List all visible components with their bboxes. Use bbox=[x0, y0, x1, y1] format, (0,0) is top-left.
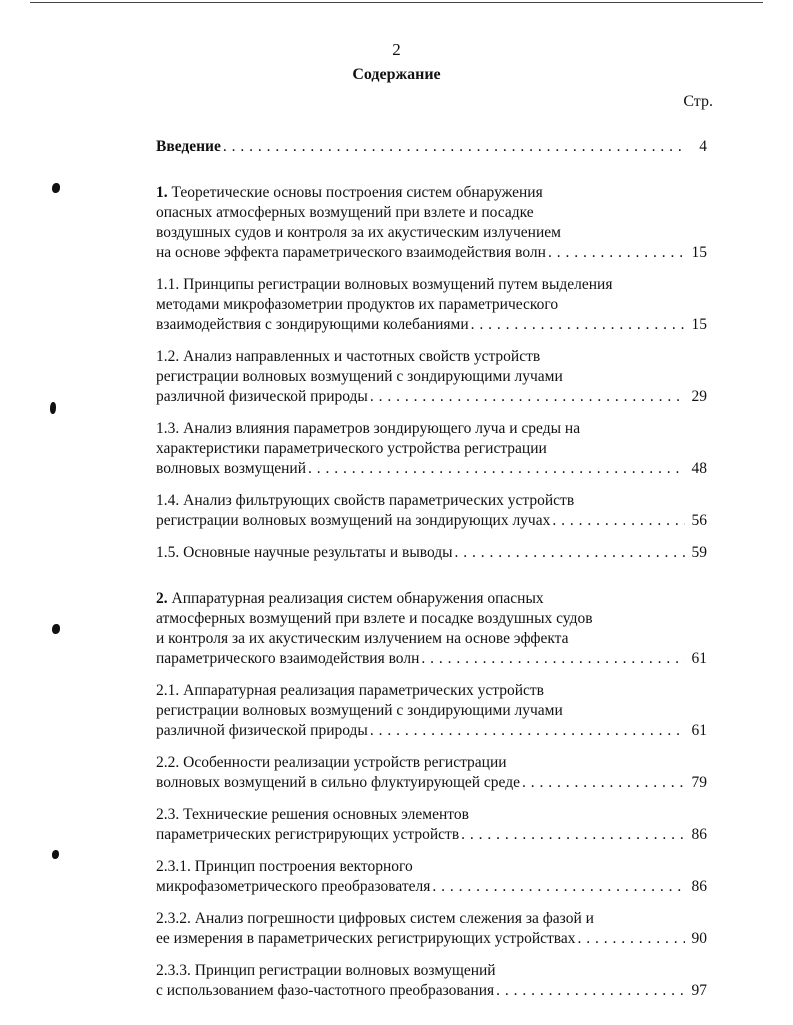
toc-page-number: 90 bbox=[691, 930, 707, 947]
toc-entry-number: 2. bbox=[156, 590, 172, 607]
margin-mark bbox=[52, 183, 60, 193]
toc-entry bbox=[156, 275, 707, 335]
toc-entry-text: параметрического взаимодействия волн bbox=[156, 650, 420, 667]
toc-entry bbox=[156, 753, 707, 793]
toc-page-number: 29 bbox=[691, 388, 707, 405]
leader-dots bbox=[370, 721, 685, 741]
toc-entry-text: регистрации волновых возмущений с зондирующими лучами bbox=[156, 368, 563, 385]
toc-entry-number: 1. bbox=[156, 184, 172, 201]
toc-entry-text: 1.5. Основные научные результаты и выводы bbox=[156, 544, 453, 561]
toc-entry-text: ее измерения в параметрических регистрирующих устройствах bbox=[156, 930, 576, 947]
page-column-label: Стр. bbox=[683, 93, 713, 110]
toc-entry-line bbox=[156, 295, 707, 315]
toc-entry bbox=[156, 183, 707, 263]
toc-entry-text: на основе эффекта параметрического взаимодействия волн bbox=[156, 244, 546, 261]
top-border-line bbox=[30, 2, 763, 3]
toc-entry bbox=[156, 805, 707, 845]
toc-entry bbox=[156, 543, 707, 563]
toc-entry-line bbox=[156, 223, 707, 243]
page-number: 2 bbox=[392, 40, 401, 59]
toc-entry-text: 2.2. Особенности реализации устройств регистрации bbox=[156, 754, 507, 771]
toc-entry-line bbox=[156, 347, 707, 367]
leader-dots bbox=[461, 825, 685, 845]
leader-dots bbox=[548, 243, 685, 263]
toc-entry bbox=[156, 419, 707, 479]
margin-mark bbox=[50, 402, 56, 414]
toc-entry-text: 2.3.1. Принцип построения векторного bbox=[156, 858, 413, 875]
toc-entry-line bbox=[156, 701, 707, 721]
toc-entry bbox=[156, 137, 707, 157]
toc-entry-line bbox=[156, 183, 707, 203]
toc-page-number: 97 bbox=[691, 982, 707, 999]
page-title: Содержание bbox=[352, 66, 441, 83]
leader-dots bbox=[578, 929, 685, 949]
leader-dots bbox=[455, 543, 685, 563]
margin-mark bbox=[52, 624, 60, 634]
leader-dots bbox=[471, 315, 685, 335]
toc-entry bbox=[156, 491, 707, 531]
table-of-contents bbox=[156, 137, 707, 1001]
toc-page-number: 48 bbox=[691, 460, 707, 477]
toc-entry-text: Теоретические основы построения систем обнаружения bbox=[171, 184, 543, 201]
toc-entry-text: волновых возмущений в сильно флуктуирующей среде bbox=[156, 774, 521, 791]
toc-entry-line bbox=[156, 753, 707, 773]
toc-entry bbox=[156, 961, 707, 1001]
leader-dots bbox=[223, 137, 685, 157]
toc-entry-line bbox=[156, 929, 707, 949]
toc-entry-line bbox=[156, 961, 707, 981]
toc-entry-text: взаимодействия с зондирующими колебаниями bbox=[156, 316, 469, 333]
toc-entry-text: волновых возмущений bbox=[156, 460, 307, 477]
toc-entry-text: различной физической природы bbox=[156, 722, 368, 739]
toc-entry-text: атмосферных возмущений при взлете и посадке воздушных судов bbox=[156, 610, 593, 627]
toc-entry-line bbox=[156, 629, 707, 649]
leader-dots bbox=[432, 877, 685, 897]
toc-entry-line bbox=[156, 367, 707, 387]
toc-entry-line bbox=[156, 459, 707, 479]
toc-entry-line bbox=[156, 491, 707, 511]
toc-entry bbox=[156, 909, 707, 949]
toc-entry-text: и контроля за их акустическим излучением на основе эффекта bbox=[156, 630, 569, 647]
leader-dots bbox=[496, 981, 685, 1001]
toc-entry-text: с использованием фазо-частотного преобразования bbox=[156, 982, 495, 999]
toc-page-number: 15 bbox=[691, 244, 707, 261]
toc-page-number: 61 bbox=[691, 650, 707, 667]
toc-entry-line bbox=[156, 511, 707, 531]
leader-dots bbox=[552, 511, 685, 531]
leader-dots bbox=[522, 773, 685, 793]
toc-entry-text: методами микрофазометрии продуктов их параметрического bbox=[156, 296, 559, 313]
toc-page-number: 86 bbox=[691, 878, 707, 895]
toc-entry-line bbox=[156, 439, 707, 459]
toc-entry-line bbox=[156, 275, 707, 295]
toc-entry-line bbox=[156, 681, 707, 701]
toc-entry-text: 1.2. Анализ направленных и частотных свойств устройств bbox=[156, 348, 541, 365]
toc-page-number: 4 bbox=[699, 138, 707, 155]
toc-entry-text: 2.1. Аппаратурная реализация параметрических устройств bbox=[156, 682, 544, 699]
toc-entry-line bbox=[156, 315, 707, 335]
toc-entry-text: 2.3. Технические решения основных элементов bbox=[156, 806, 469, 823]
toc-entry-text: 1.1. Принципы регистрации волновых возмущений путем выделения bbox=[156, 276, 613, 293]
toc-entry bbox=[156, 347, 707, 407]
toc-entry-text: микрофазометрического преобразователя bbox=[156, 878, 431, 895]
toc-entry-text: параметрических регистрирующих устройств bbox=[156, 826, 460, 843]
toc-entry-line bbox=[156, 805, 707, 825]
leader-dots bbox=[421, 649, 685, 669]
toc-entry-line bbox=[156, 243, 707, 263]
toc-page-number: 86 bbox=[691, 826, 707, 843]
toc-entry-line bbox=[156, 721, 707, 741]
toc-entry-text: 2.3.3. Принцип регистрации волновых возмущений bbox=[156, 962, 496, 979]
toc-entry-line bbox=[156, 419, 707, 439]
toc-entry-line bbox=[156, 387, 707, 407]
toc-entry-line bbox=[156, 649, 707, 669]
toc-entry-text: 1.3. Анализ влияния параметров зондирующего луча и среды на bbox=[156, 420, 581, 437]
toc-entry-line bbox=[156, 589, 707, 609]
toc-entry-text: 2.3.2. Анализ погрешности цифровых систем слежения за фазой и bbox=[156, 910, 594, 927]
toc-entry-line bbox=[156, 773, 707, 793]
leader-dots bbox=[308, 459, 685, 479]
toc-entry bbox=[156, 857, 707, 897]
toc-entry-line bbox=[156, 877, 707, 897]
toc-page-number: 61 bbox=[691, 722, 707, 739]
toc-entry-line bbox=[156, 857, 707, 877]
toc-entry-text: Аппаратурная реализация систем обнаружения опасных bbox=[171, 590, 544, 607]
toc-entry bbox=[156, 589, 707, 669]
toc-page-number: 56 bbox=[691, 512, 707, 529]
toc-entry-line bbox=[156, 609, 707, 629]
toc-entry-line bbox=[156, 137, 707, 157]
toc-entry-line bbox=[156, 825, 707, 845]
toc-entry-line bbox=[156, 203, 707, 223]
toc-page-number: 15 bbox=[691, 316, 707, 333]
toc-entry-line bbox=[156, 543, 707, 563]
toc-entry-text: воздушных судов и контроля за их акустическим излучением bbox=[156, 224, 561, 241]
toc-entry bbox=[156, 681, 707, 741]
toc-entry-text: Введение bbox=[156, 138, 221, 155]
leader-dots bbox=[370, 387, 685, 407]
toc-entry-line bbox=[156, 981, 707, 1001]
toc-page-number: 59 bbox=[691, 544, 707, 561]
toc-entry-text: регистрации волновых возмущений с зондирующими лучами bbox=[156, 702, 563, 719]
toc-page-number: 79 bbox=[691, 774, 707, 791]
toc-entry-text: различной физической природы bbox=[156, 388, 368, 405]
margin-mark bbox=[52, 850, 59, 859]
toc-entry-text: регистрации волновых возмущений на зондирующих лучах bbox=[156, 512, 551, 529]
toc-entry-text: опасных атмосферных возмущений при взлете и посадке bbox=[156, 204, 534, 221]
toc-entry-text: 1.4. Анализ фильтрующих свойств параметрических устройств bbox=[156, 492, 575, 509]
toc-entry-text: характеристики параметрического устройства регистрации bbox=[156, 440, 547, 457]
toc-entry-line bbox=[156, 909, 707, 929]
